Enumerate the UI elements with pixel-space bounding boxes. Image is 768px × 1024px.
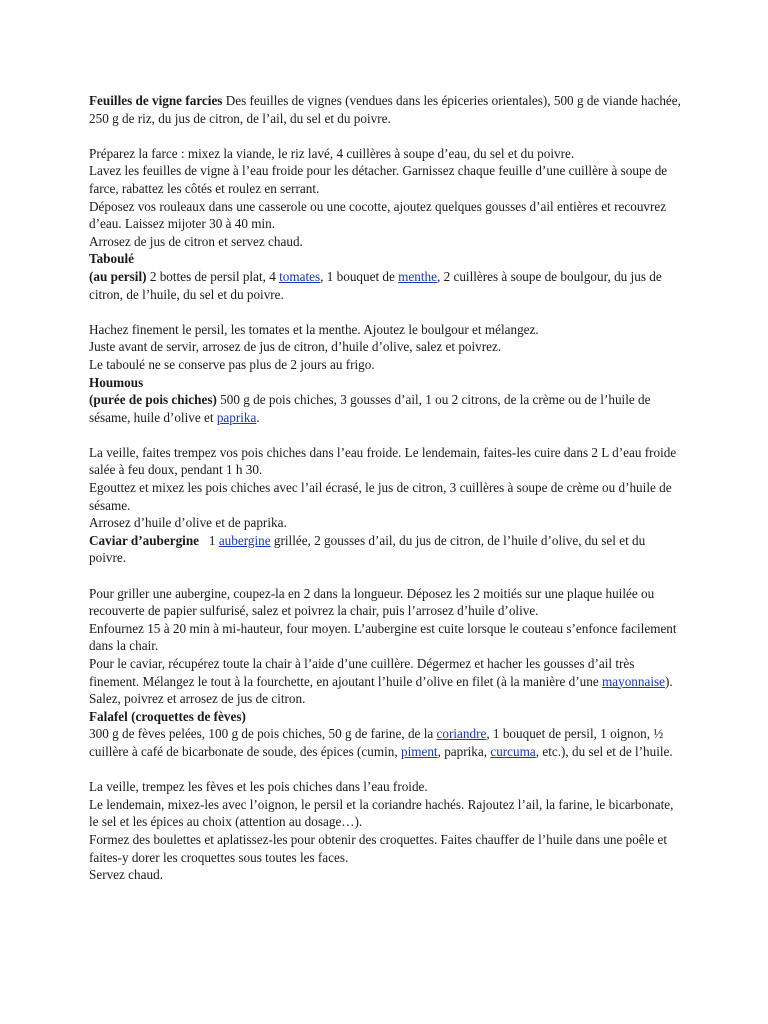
recipe-step: Juste avant de servir, arrosez de jus de citron, d’huile d’olive, salez et poivrez. [89, 339, 502, 355]
link-menthe[interactable]: menthe [398, 268, 437, 284]
recipe-taboule-ingredients: (au persil) 2 bottes de persil plat, 4 tomates, 1 bouquet de menthe, 2 cuillères à soupe de boulgour, du jus de citron, de l’huile, du sel et du poivre. [89, 268, 662, 302]
recipe-step: Préparez la farce : mixez la viande, le riz lavé, 4 cuillères à soupe d’eau, du sel et du poivre. [89, 145, 575, 161]
recipe-step: La veille, faites trempez vos pois chiches dans l’eau froide. Le lendemain, faites-les cuire dans 2 L d’eau froide salée à feu doux, pendant 1 h 30. [89, 444, 677, 478]
document-page [89, 92, 681, 884]
link-paprika[interactable]: paprika [216, 409, 257, 425]
recipe-title: Houmous [89, 374, 144, 390]
link-aubergine[interactable]: aubergine [218, 532, 271, 548]
recipe-title: Falafel (croquettes de fèves) [89, 708, 246, 724]
recipe-title: Feuilles de vigne farcies [89, 93, 223, 108]
link-mayonnaise[interactable]: mayonnaise [602, 673, 665, 689]
link-tomates[interactable]: tomates [279, 268, 321, 284]
recipe-step: Déposez vos rouleaux dans une casserole ou une cocotte, ajoutez quelques gousses d’ail entières et recouvrez d’eau. Laissez mijoter 30 à 40 min. [89, 198, 667, 232]
recipe-falafel-ingredients: 300 g de fèves pelées, 100 g de pois chiches, 50 g de farine, de la coriandre, 1 bouquet de persil, 1 oignon, ½ cuillère à café de bicarbonate de soude, des épices (cumin, piment, paprika, curcuma, etc.), du sel et de l’huile. [89, 726, 673, 759]
recipe-step: Pour griller une aubergine, coupez-la en 2 dans la longueur. Déposez les 2 moitiés sur une plaque huilée ou recouverte de papier sulfurisé, salez et poivrez la chair, puis l’arrosez d’huile d’olive. [89, 585, 655, 619]
recipe-title: Taboulé [89, 251, 134, 267]
recipe-step: Egouttez et mixez les pois chiches avec l’ail écrasé, le jus de citron, 3 cuillères à soupe de crème ou d’huile de sésame. [89, 480, 672, 513]
recipe-step: La veille, trempez les fèves et les pois chiches dans l’eau froide. [89, 779, 428, 795]
recipe-subtitle: (purée de pois chiches) [89, 392, 217, 408]
recipe-caviar-ingredients: Caviar d’aubergine 1 aubergine grillée, 2 gousses d’ail, du jus de citron, de l’huile d’olive, du sel et du poivre. [89, 532, 649, 566]
recipe-step: Pour le caviar, récupérez toute la chair à l’aide d’une cuillère. Dégermez et hacher les gousses d’ail très finement. Mélangez le tout à la fourchette, en ajoutant l’huile d’olive en filet (à la manière d’une mayonnaise). [89, 656, 673, 689]
recipe-step: Arrosez d’huile d’olive et de paprika. [89, 515, 287, 531]
recipe-title: Caviar d’aubergine [89, 532, 200, 548]
recipe-step: Salez, poivrez et arrosez de jus de citron. [89, 691, 306, 707]
recipe-step: Le lendemain, mixez-les avec l’oignon, le persil et la coriandre hachés. Rajoutez l’ail, la farine, le bicarbonate, le sel et les épices au choix (attention au dosage…). [89, 796, 674, 830]
recipe-step: Arrosez de jus de citron et servez chaud. [89, 233, 303, 249]
recipe-step: Servez chaud. [89, 867, 163, 883]
recipe-houmous-ingredients: (purée de pois chiches) 500 g de pois chiches, 3 gousses d’ail, 1 ou 2 citrons, de la crème ou de l’huile de sésame, huile d’olive et paprika. [89, 392, 651, 425]
recipe-feuilles-ingredients: Feuilles de vigne farcies Des feuilles de vignes (vendues dans les épiceries orientales), 500 g de viande hachée, 250 g de riz, du jus de citron, de l’ail, du sel et du poivre. [89, 93, 681, 126]
link-curcuma[interactable]: curcuma [490, 743, 536, 759]
link-coriandre[interactable]: coriandre [436, 726, 487, 742]
recipe-step: Enfournez 15 à 20 min à mi-hauteur, four moyen. L’aubergine est cuite lorsque le couteau s’enfonce facilement dans la chair. [89, 620, 677, 654]
link-piment[interactable]: piment [400, 743, 438, 759]
recipe-step: Lavez les feuilles de vigne à l’eau froide pour les détacher. Garnissez chaque feuille d’une cuillère à soupe de farce, rabattez les côtés et roulez en serrant. [89, 163, 668, 196]
recipe-step: Formez des boulettes et aplatissez-les pour obtenir des croquettes. Faites chauffer de l’huile dans une poêle et faites-y dorer les croquettes sous toutes les faces. [89, 831, 667, 865]
recipe-step: Le taboulé ne se conserve pas plus de 2 jours au frigo. [89, 356, 375, 372]
recipe-subtitle: (au persil) [89, 268, 147, 284]
recipe-step: Hachez finement le persil, les tomates et la menthe. Ajoutez le boulgour et mélangez. [89, 321, 539, 337]
